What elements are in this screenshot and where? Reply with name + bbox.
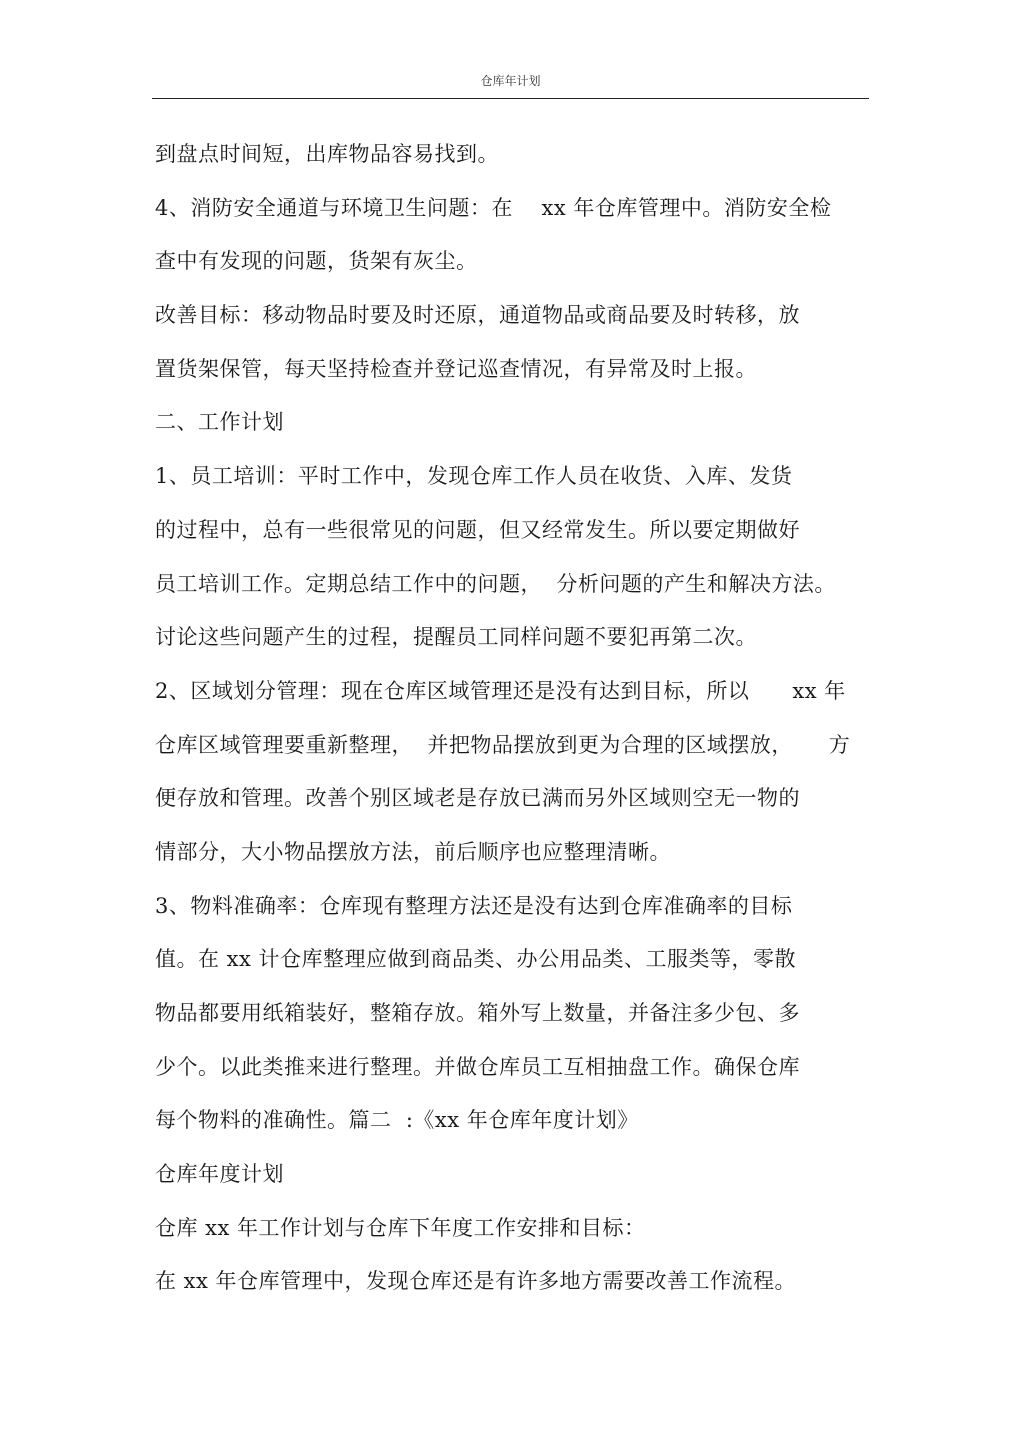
text-line: 2、区域划分管理：现在仓库区域管理还是没有达到目标，所以 xx 年	[155, 678, 846, 703]
text-line: 改善目标：移动物品时要及时还原，通道物品或商品要及时转移，放	[155, 303, 800, 328]
section-heading: 仓库年度计划	[155, 1162, 284, 1187]
text-line: 查中有发现的问题，货架有灰尘。	[155, 249, 478, 274]
text-line: 的过程中，总有一些很常见的问题，但又经常发生。所以要定期做好	[155, 517, 800, 542]
page-header-title: 仓库年计划	[480, 74, 541, 88]
text-line: 置货架保管，每天坚持检查并登记巡查情况，有异常及时上报。	[155, 356, 757, 381]
text-line: 仓库区域管理要重新整理， 并把物品摆放到更为合理的区域摆放， 方	[155, 732, 851, 757]
text-line: 3、物料准确率：仓库现有整理方法还是没有达到仓库准确率的目标	[155, 893, 793, 918]
text-line: 员工培训工作。定期总结工作中的问题， 分析问题的产生和解决方法。	[155, 571, 836, 596]
text-line: 少个。以此类推来进行整理。并做仓库员工互相抽盘工作。确保仓库	[155, 1054, 800, 1079]
text-line: 1、员工培训：平时工作中，发现仓库工作人员在收货、入库、发货	[155, 464, 793, 489]
section-heading: 二、工作计划	[155, 410, 284, 435]
header-divider	[152, 98, 869, 99]
text-line: 物品都要用纸箱装好，整箱存放。箱外写上数量，并备注多少包、多	[155, 1001, 800, 1025]
text-line: 值。在 xx 计仓库整理应做到商品类、办公用品类、工服类等，零散	[155, 947, 797, 972]
text-line: 到盘点时间短，出库物品容易找到。	[155, 142, 499, 166]
text-line: 便存放和管理。改善个别区域老是存放已满而另外区域则空无一物的	[155, 786, 800, 811]
text-line: 每个物料的准确性。篇二 :《xx 年仓库年度计划》	[155, 1108, 639, 1133]
text-line: 仓库 xx 年工作计划与仓库下年度工作安排和目标：	[155, 1215, 646, 1240]
text-line: 在 xx 年仓库管理中，发现仓库还是有许多地方需要改善工作流程。	[155, 1269, 797, 1294]
text-line: 4、消防安全通道与环境卫生问题：在 xx 年仓库管理中。消防安全检	[155, 195, 832, 220]
document-body	[155, 132, 867, 1313]
text-line: 讨论这些问题产生的过程，提醒员工同样问题不要犯再第二次。	[155, 625, 757, 650]
text-line: 情部分，大小物品摆放方法，前后顺序也应整理清晰。	[155, 839, 671, 864]
